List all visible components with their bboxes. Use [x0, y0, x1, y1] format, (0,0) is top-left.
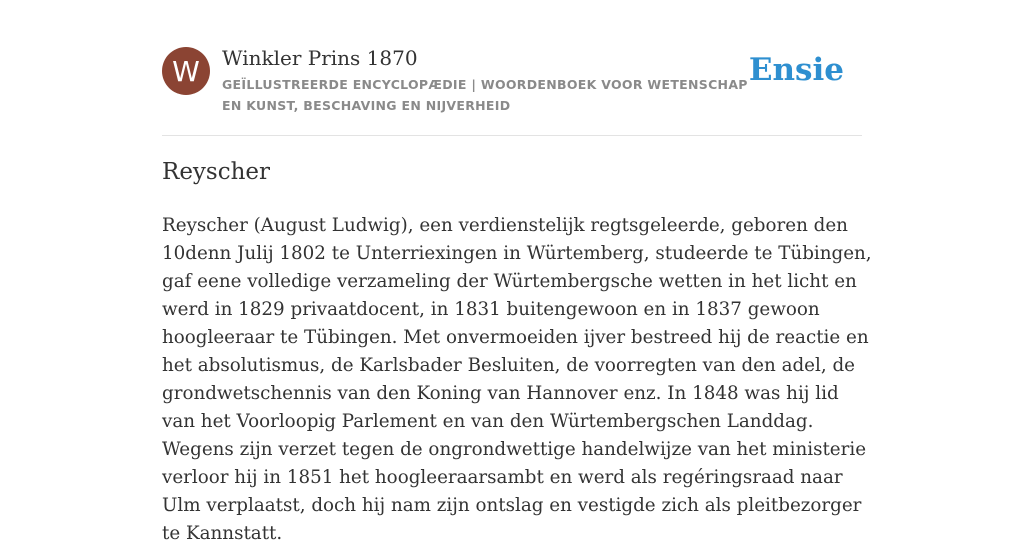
ensie-logo-link[interactable]: Ensie — [748, 52, 844, 88]
source-title[interactable]: Winkler Prins 1870 — [222, 46, 418, 70]
source-subtitle: GEÏLLUSTREERDE ENCYCLOPÆDIE | WOORDENBOEK VOOR WETENSCHAP EN KUNST, BESCHAVING EN NIJVERHEID — [222, 77, 748, 113]
entry-title: Reyscher — [162, 159, 271, 185]
source-avatar[interactable]: W — [162, 47, 210, 95]
entry-body: Reyscher (August Ludwig), een verdienstelijk regtsgeleerde, geboren den 10denn Julij 1802 te Unterriexingen in Würtemberg, studeerde te Tübingen, gaf eene volledige verzameling der Würtembergsche wetten in het licht en werd in 1829 privaatdocent, in 1831 buitengewoon en in 1837 gewoon hoogleeraar te Tübingen. Met onvermoeiden ijver bestreed hij de reactie en het absolutismus, de Karlsbader Besluiten, de voorregten van den adel, de grondwetschennis van den Koning van Hannover enz. In 1848 was hij lid van het Voorloopig Parlement en van den Würtembergschen Landdag. Wegens zijn verzet tegen de ongrondwettige handelwijze van het ministerie verloor hij in 1851 het hoogleeraarsambt en werd als regéringsraad naar Ulm verplaatst, doch hij nam zijn ontslag en vestigde zich als pleitbezorger te Kannstatt. — [162, 215, 872, 544]
header-divider — [162, 135, 862, 136]
source-header — [162, 44, 862, 116]
